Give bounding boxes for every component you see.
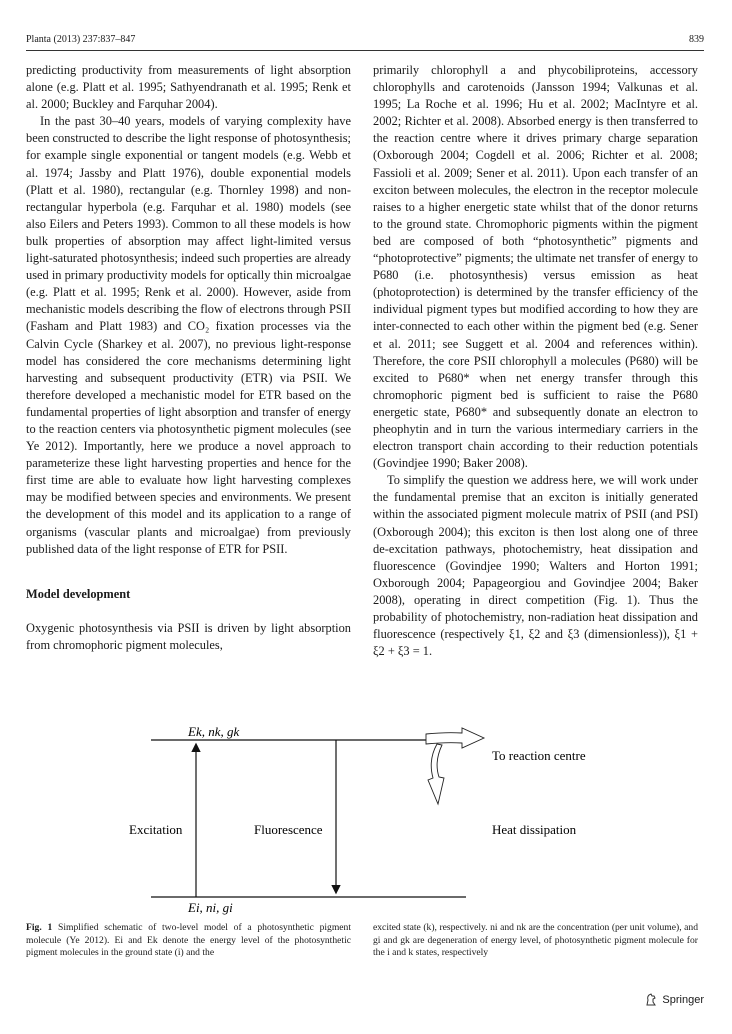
left-paragraph-2: In the past 30–40 years, models of varying complexity have been constructed to describe the light response of photosynthesis; for example single exponential or tangent models (e.g. Webb et al. 1974; Jassby and Platt 1976), double exponential models (Platt et al. 1980), rectangular (e.g. Thornley 1998) and non-rectangular hyperbola (e.g. Farquhar et al. 1980) models (see also Eilers and Peters 1993). Common to all these models is how bulk properties of absorption may affect light-limited versus light-saturated photosynthesis; indeed such properties are already used in primary productivity models for optically thin microalgae (e.g. Platt et al. 1995; Renk et al. 2000). However, aside from mechanistic models describing the flow of electrons through PSII (Fasham and Platt 1983) and CO₂ fixation processes via the Calvin Cycle (Sharkey et al. 2007), no previous light-response model has considered the core mechanisms determining light harvesting and subsequent productivity (ETR) via PSII. We therefore developed a mechanistic model for ETR based on the fundamental properties of light absorption and transfer of energy to the reaction centers via photosynthetic pigment molecules (see Ye 2012). Importantly, here we produce a novel approach to parameterize these light harvesting properties and hence for the first time are able to evaluate how light harvesting complexes may be modified between species and environments. We present the development of this model and its application to a range of organisms (vascular plants and microalgae) from previously published data of the light response of ETR for PSII.: [26, 114, 351, 556]
energy-level-diagram: [26, 720, 706, 920]
excitation-label: Excitation: [129, 822, 183, 837]
figure-caption-right: excited state (k), respectively. ni and nk are the concentration (per unit volume), and gi and gk are degeneration of energy level, of photosynthetic pigment molecule for the i and k states, respectively: [373, 922, 698, 959]
left-paragraph-1: predicting productivity from measurements of light absorption alone (e.g. Platt et al. 1995; Sathyendranath et al. 1995; Renk et al. 2000; Buckley and Farquhar 2004).: [26, 63, 351, 112]
figure-caption-left: [26, 922, 351, 960]
left-paragraph-3: Oxygenic photosynthesis via PSII is driven by light absorption from chromophoric pigment molecules,: [26, 620, 351, 652]
right-paragraph-1: primarily chlorophyll a and phycobiliproteins, accessory chlorophylls and carotenoids (Jansson 1994; Valkunas et al. 1995; La Roche et al. 1996; Hu et al. 2002; MacIntyre et al. 2002; Richter et al. 2008). Absorbed energy is then transferred to the reaction centre where it drives primary charge separation (Oxborough 2004; Cogdell et al. 2006; Richter et al. 2008; Fassioli et al. 2009; Sener et al. 2011). Upon each transfer of an exciton between molecules, the electron in the receptor molecule raises to a higher energetic state whilst that of the donor returns to the ground state. Chromophoric pigments within the pigment bed are composed of both “photosynthetic” pigments and “photoprotective” pigments; the ultimate net transfer of energy to P680 (i.e. photosynthesis) versus emission as heat (photoprotection) is determined by the transfer efficiency of the individual pigment types but modified according to how they are inter-connected to each other within the pigment bed (e.g. Sener et al. 2011; see Suggett et al. 2004 and references within). Therefore, the core PSII chlorophyll a molecules (P680) will be excited to P680* when net energy transfer through this chromophoric pigment bed is sufficient to raise the P680 energetic state, P680* and subsequently donate an electron to pheophytin and in turn the various intermediary carriers in the electron transport chain according to their reduction potentials (Govindjee 1990; Baker 2008).: [373, 63, 698, 471]
right-paragraph-2: To simplify the question we address here, we will work under the fundamental premise that an exciton is initially generated within the associated pigment molecule matrix of PSII (and PSI) (Oxborough 2004); this exciton is then lost along one of three de-excitation pathways, photochemistry, heat dissipation and fluorescence (Govindjee 1990; Walters and Horton 1991; Oxborough 2004; Papageorgiou and Govindjee 2004; Baker 2008), operating in direct competition (Fig. 1). Thus the probability of photochemistry, non-radiation heat dissipation and fluorescence (respectively ξ1, ξ2 and ξ3 (dimensionless)), ξ1 + ξ2 + ξ3 = 1.: [373, 473, 698, 659]
figure-label: Fig. 1: [26, 922, 53, 933]
springer-horse-icon: [644, 993, 658, 1007]
left-column: [26, 62, 351, 654]
journal-header: Planta (2013) 237:837–847: [26, 34, 136, 45]
reaction-centre-label: To reaction centre: [492, 748, 586, 763]
caption-text-left: Simplified schematic of two-level model of a photosynthetic pigment molecule (Ye 2012). Ei and Ek denote the energy level of the photosynthetic pigment molecules in the ground state (i) and the: [26, 922, 352, 959]
excited-state-label: Ek, nk, gk: [188, 724, 240, 739]
page-number: 839: [689, 34, 704, 45]
header-rule: [26, 50, 704, 51]
reaction-centre-arrow: [426, 728, 484, 748]
section-heading: Model development: [26, 586, 131, 601]
ground-state-label: Ei, ni, gi: [188, 900, 233, 915]
figure-1: [26, 720, 706, 920]
fluorescence-label: Fluorescence: [254, 822, 323, 837]
section-gap: [26, 558, 351, 586]
heat-dissipation-label: Heat dissipation: [492, 822, 577, 837]
publisher-footer: [644, 993, 704, 1007]
right-column: [373, 62, 698, 660]
publisher-name: Springer: [662, 994, 704, 1006]
heat-dissipation-arrow: [428, 744, 444, 804]
